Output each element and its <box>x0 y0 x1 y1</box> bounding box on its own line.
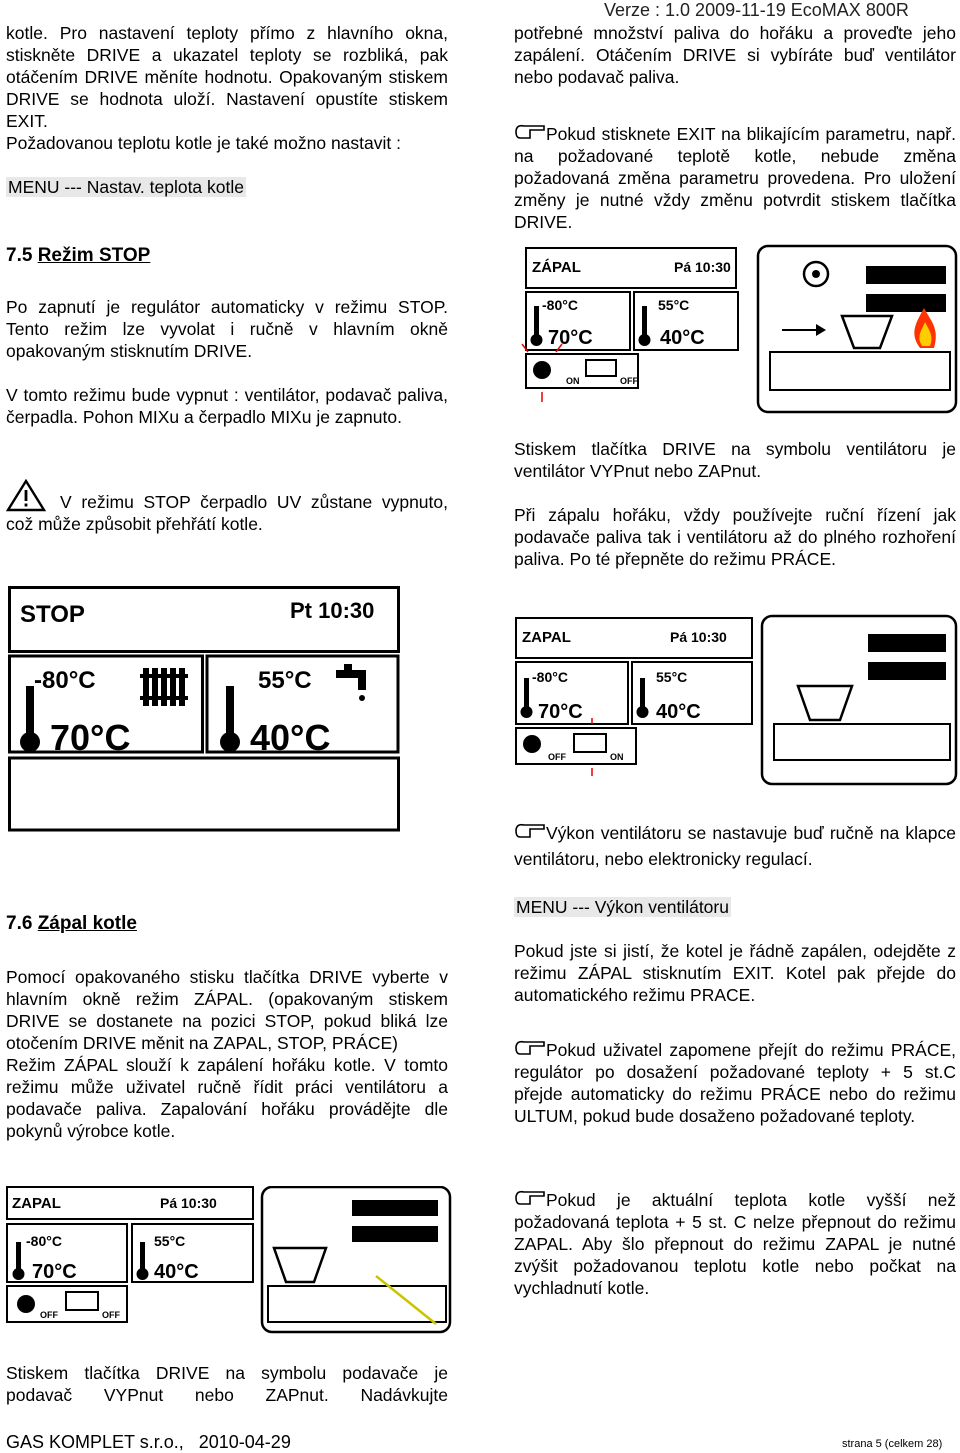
hand-pointer-icon <box>514 122 546 142</box>
svg-text:55°C: 55°C <box>154 1233 186 1249</box>
fan-icon <box>17 1295 35 1313</box>
svg-text:55°C: 55°C <box>656 669 688 685</box>
menu-path-fan: MENU --- Výkon ventilátoru <box>516 897 729 917</box>
svg-text:-80°C: -80°C <box>26 1233 62 1249</box>
svg-text:ON: ON <box>610 752 624 762</box>
note-hot: Pokud je aktuální teplota kotle vyšší než požadovaná teplota + 5 st. C nelze přepnout do režimu ZAPAL. Aby šlo přepnout do režimu ZAPAL je nutné zvýšit požadovanou teplotu kotle nebo počkat na vychladnutí kotle. <box>514 1190 956 1298</box>
right-top-paragraph: potřebné množství paliva do hořáku a proveďte jeho zapálení. Otáčením DRIVE si vybíráte buď ventilátor nebo podavač paliva. <box>514 23 956 87</box>
svg-text:70°C: 70°C <box>32 1261 77 1283</box>
lcd-clock: Pt 10:30 <box>290 598 375 623</box>
svg-text:55°C: 55°C <box>258 667 312 694</box>
footer-company: GAS KOMPLET s.r.o., 2010-04-29 <box>6 1432 291 1452</box>
zapal-paragraph-2: Režim ZÁPAL slouží k zapálení hořáku kotle. V tomto režimu může uživatel ručně řídit práci ventilátoru a podavače paliva. Zapalování hořáku provádějte dle pokynů výrobce kotle. <box>6 1055 448 1141</box>
svg-text:Pá 10:30: Pá 10:30 <box>160 1195 217 1211</box>
svg-text:OFF: OFF <box>620 376 638 386</box>
svg-text:ON: ON <box>566 376 580 386</box>
feeder-paragraph: Stiskem tlačítka DRIVE na symbolu podavače je podavač VYPnut nebo ZAPnut. Nadávkujte <box>6 1363 448 1405</box>
fan-paragraph: Stiskem tlačítka DRIVE na symbolu ventilátoru je ventilátor VYPnut nebo ZAPnut. <box>514 439 956 481</box>
svg-text:-80°C: -80°C <box>532 669 568 685</box>
svg-text:ZAPAL: ZAPAL <box>12 1195 61 1212</box>
stop-paragraph: Po zapnutí je regulátor automaticky v režimu STOP. Tento režim lze vyvolat i ručně v hlavním okně opakovaným stisknutím DRIVE. <box>6 297 448 361</box>
hand-pointer-icon <box>514 1188 546 1208</box>
lcd-mode: STOP <box>20 601 85 628</box>
radiator-icon <box>140 668 188 706</box>
page-header: Verze : 1.0 2009-11-19 EcoMAX 800R <box>604 0 909 20</box>
zapal-paragraph: Pomocí opakovaného stisku tlačítka DRIVE vyberte v hlavním okně režim ZÁPAL. (opakovaným stiskem DRIVE se dostanete na pozici STOP, pokud bliká lze otočením DRIVE měnit na ZAPAL, STOP, PRÁCE) <box>6 967 448 1053</box>
svg-text:Pá 10:30: Pá 10:30 <box>674 259 731 275</box>
svg-text:70°C: 70°C <box>538 701 583 723</box>
svg-text:70°C: 70°C <box>548 327 593 349</box>
svg-text:ZÁPAL: ZÁPAL <box>532 259 581 276</box>
menu-path: MENU --- Nastav. teplota kotle <box>8 177 244 197</box>
svg-text:40°C: 40°C <box>154 1261 199 1283</box>
svg-text:OFF: OFF <box>40 1310 58 1320</box>
lcd-zapal-fan-screen <box>512 612 960 790</box>
lcd-zapal-screen <box>520 244 960 414</box>
svg-text:ZAPAL: ZAPAL <box>522 629 571 646</box>
intro-block <box>6 22 448 154</box>
ignite-paragraph: Při zápalu hořáku, vždy používejte ruční řízení jak podavače paliva tak i ventilátoru až do plného rozhoření paliva. Po té přepněte do režimu PRÁCE. <box>514 505 956 569</box>
lit-paragraph: Pokud jste si jistí, že kotel je řádně zapálen, odejděte z režimu ZÁPAL stisknutím EXIT. Kotel pak přejde do automatického režimu PRACE. <box>514 941 956 1005</box>
intro-paragraph: kotle. Pro nastavení teploty přímo z hlavního okna, stiskněte DRIVE a ukazatel teploty se rozbliká, pak otáčením DRIVE měníte hodnotu. Opakovaným stiskem DRIVE se hodnota uloží. Nastavení opustíte stiskem EXIT. <box>6 23 448 131</box>
fan-icon <box>523 735 541 753</box>
svg-text:OFF: OFF <box>102 1310 120 1320</box>
note-fan: Výkon ventilátoru se nastavuje buď ručně na klapce ventilátoru, nebo elektronicky regulací. <box>514 823 956 869</box>
svg-text:-80°C: -80°C <box>542 297 578 313</box>
svg-text:-80°C: -80°C <box>34 667 96 694</box>
svg-text:55°C: 55°C <box>658 297 690 313</box>
stop-paragraph-2: V tomto režimu bude vypnut : ventilátor, podavač paliva, čerpadla. Pohon MIXu a čerpadlo MIXu je zapnuto. <box>6 385 448 427</box>
hand-pointer-icon <box>514 1038 546 1058</box>
svg-text:Pá 10:30: Pá 10:30 <box>670 629 727 645</box>
note-forget: Pokud uživatel zapomene přejít do režimu PRÁCE, regulátor po dosažení požadované teploty + 5 st.C přejde automaticky do režimu PRÁCE nebo do režimu ULTUM, pokud bude dosaženo požadované teploty. <box>514 1040 956 1126</box>
lcd-stop-screen <box>8 586 400 844</box>
section-heading-7-5: 7.5 Režim STOP <box>6 245 151 266</box>
footer-page: strana 5 (celkem 28) <box>842 1438 943 1450</box>
lcd-zapal-feeder-screen <box>6 1186 452 1336</box>
warning-note: V režimu STOP čerpadlo UV zůstane vypnuto, což může způsobit přehřátí kotle. <box>6 478 448 535</box>
note-exit: Pokud stisknete EXIT na blikajícím parametru, např. na požadované teplotě kotle, nebude změna požadovaná změna parametru provedena. Pro uložení změny je nutné vždy změnu potvrdit stiskem tlačítka DRIVE. <box>514 124 956 232</box>
svg-text:70°C: 70°C <box>50 717 131 758</box>
svg-text:OFF: OFF <box>548 752 566 762</box>
warning-icon <box>6 478 46 512</box>
intro-line: Požadovanou teplotu kotle je také možno nastavit : <box>6 133 401 153</box>
hand-pointer-icon <box>514 821 546 841</box>
svg-text:40°C: 40°C <box>656 701 701 723</box>
svg-text:40°C: 40°C <box>660 327 705 349</box>
section-heading-7-6: 7.6 Zápal kotle <box>6 913 137 934</box>
svg-text:40°C: 40°C <box>250 717 331 758</box>
